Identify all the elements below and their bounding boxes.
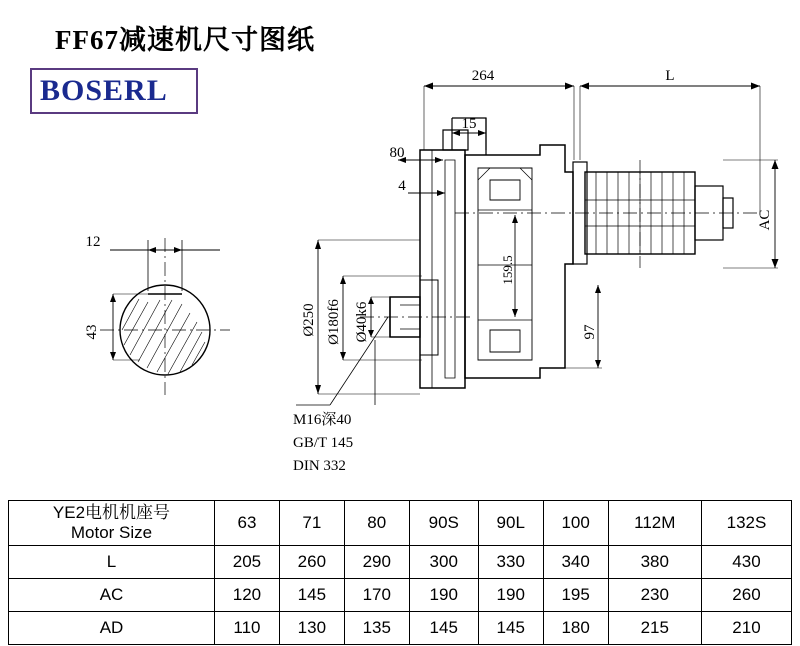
table-cell: 205 (215, 546, 280, 579)
table-cell: 430 (701, 546, 791, 579)
table-row (9, 612, 792, 645)
note-din332: DIN 332 (293, 458, 346, 474)
logo-text: BOSERL (40, 74, 168, 107)
table-cell: 195 (543, 579, 608, 612)
motor-size-cell: 80 (344, 501, 409, 546)
motor-size-cell: 132S (701, 501, 791, 546)
table-cell: 260 (279, 546, 344, 579)
motor-size-cell: 90L (478, 501, 543, 546)
table-cell: 170 (344, 579, 409, 612)
page-title: FF67减速机尺寸图纸 (55, 25, 315, 55)
motor-size-cell: 112M (608, 501, 701, 546)
table-cell: 340 (543, 546, 608, 579)
row-label: L (9, 546, 215, 579)
dim-80-label: 80 (389, 145, 405, 161)
table-header-row (9, 501, 792, 546)
dim-L-label: L (665, 68, 675, 84)
table-cell: 290 (344, 546, 409, 579)
motor-size-cell: 100 (543, 501, 608, 546)
dim-159-5-label: 159.5 (500, 255, 515, 285)
row-label: AC (9, 579, 215, 612)
table-cell: 145 (409, 612, 478, 645)
note-m16: M16深40 (293, 412, 352, 428)
table-cell: 300 (409, 546, 478, 579)
motor-size-table (8, 500, 792, 645)
table-cell: 330 (478, 546, 543, 579)
table-cell: 215 (608, 612, 701, 645)
table-cell: 135 (344, 612, 409, 645)
table-cell: 210 (701, 612, 791, 645)
table-cell: 110 (215, 612, 280, 645)
motor-size-cell: 90S (409, 501, 478, 546)
table-cell: 130 (279, 612, 344, 645)
dia-180-label: Ø180f6 (326, 299, 342, 345)
motor-size-cell: 63 (215, 501, 280, 546)
table-cell: 190 (478, 579, 543, 612)
dia-250-label: Ø250 (301, 303, 317, 337)
dim-12-label: 12 (85, 234, 101, 250)
table-cell: 230 (608, 579, 701, 612)
dim-264-label: 264 (471, 68, 495, 84)
dim-4-label: 4 (398, 178, 406, 194)
table-cell: 190 (409, 579, 478, 612)
row-label: AD (9, 612, 215, 645)
header-line1: YE2电机机座号 (52, 503, 171, 523)
header-line2: Motor Size (70, 523, 153, 542)
dim-AC-label: AC (757, 209, 773, 231)
header-motor-size (9, 501, 215, 546)
dim-15-label: 15 (461, 116, 477, 132)
table-cell: 145 (478, 612, 543, 645)
note-gbt145: GB/T 145 (293, 435, 354, 451)
table-cell: 180 (543, 612, 608, 645)
table-cell: 380 (608, 546, 701, 579)
table-cell: 145 (279, 579, 344, 612)
dim-97-label: 97 (582, 324, 598, 340)
table-cell: 260 (701, 579, 791, 612)
table-cell: 120 (215, 579, 280, 612)
dia-40-label: Ø40k6 (354, 301, 370, 343)
dim-43-label: 43 (84, 324, 100, 340)
motor-size-cell: 71 (279, 501, 344, 546)
table-row (9, 579, 792, 612)
table-row (9, 546, 792, 579)
